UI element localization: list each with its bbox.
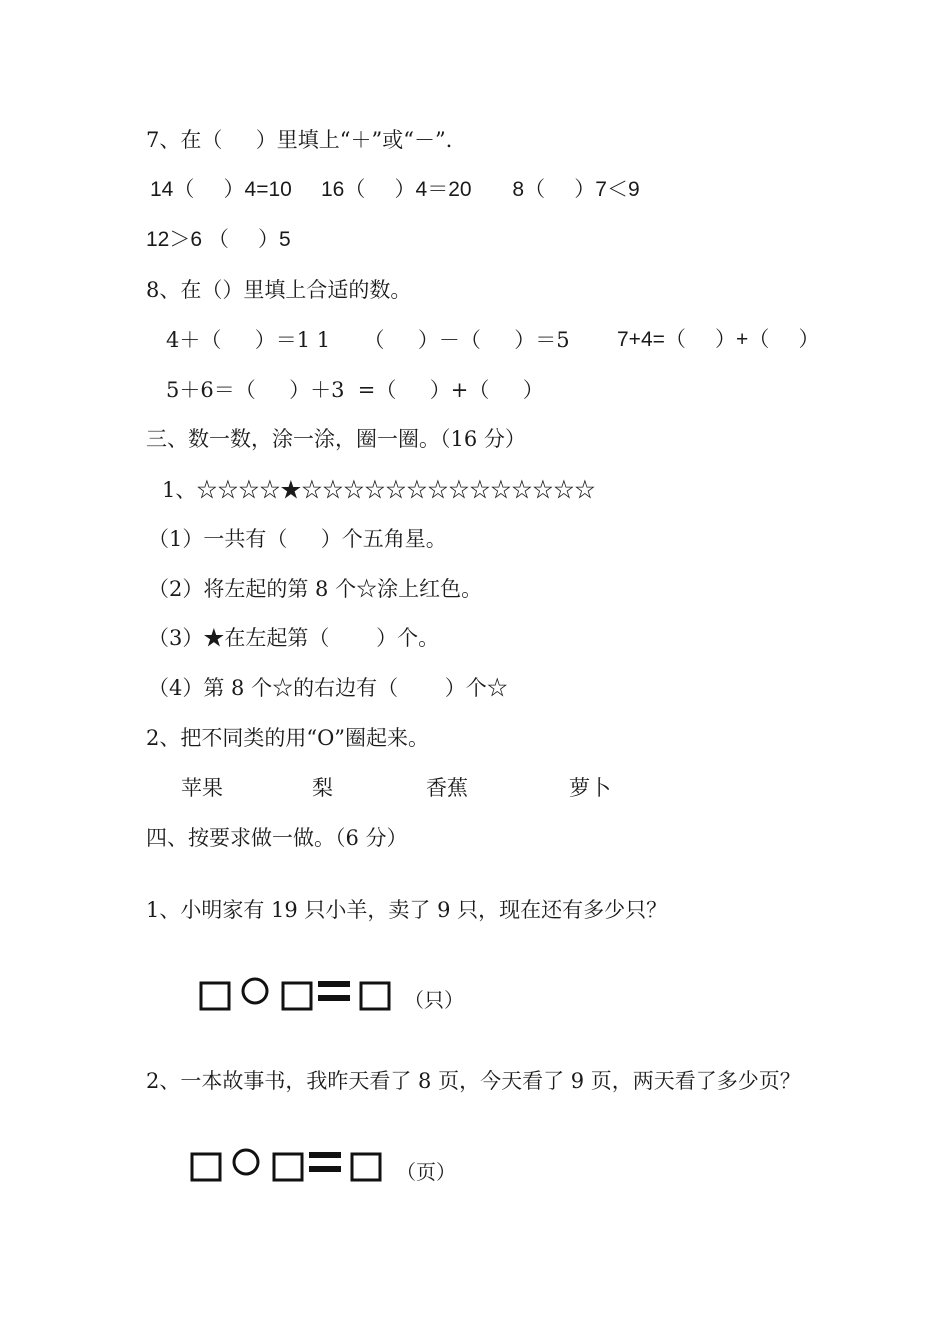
star-row: 1、☆☆☆☆★☆☆☆☆☆☆☆☆☆☆☆☆☆☆ [162, 478, 596, 502]
section3-title: 三、数一数，涂一涂，圈一圈。（16 分） [146, 427, 526, 451]
item-banana: 香蕉 [426, 776, 468, 800]
q8-row1a: 4＋（ ）＝1 1 （ ）－（ ）＝5 [166, 328, 570, 352]
q8-row1b: 7+4=（ ）+（ ） [617, 328, 820, 351]
item-apple: 苹果 [181, 776, 223, 800]
q8-title: 8、在（）里填上合适的数。 [146, 278, 412, 302]
answer-box [361, 983, 389, 1009]
sub-question-3: （3）★在左起第（ ）个。 [148, 626, 440, 650]
sub-question-1: （1）一共有（ ）个五角星。 [148, 527, 447, 551]
q7-row2: 12＞6 （ ）5 [146, 228, 291, 251]
equals-sign [318, 981, 350, 987]
q7-row1: 14（ ）4=10 16（ ）4＝20 8（ ）7＜9 [150, 178, 640, 201]
unit-label-1: （只） [404, 988, 464, 1012]
operator-circle [234, 1150, 258, 1174]
unit-label-2: （页） [396, 1160, 456, 1184]
q7-title: 7、在（ ）里填上“＋”或“－”. [146, 128, 453, 152]
equals-sign [309, 1152, 341, 1158]
problem-1: 1、小明家有 19 只小羊，卖了 9 只，现在还有多少只？ [146, 898, 668, 922]
q8-row2: 5＋6＝（ ）＋3 =（ ）+（ ） [166, 378, 544, 402]
q2-title: 2、把不同类的用“O”圈起来。 [146, 726, 430, 750]
operator-circle [243, 979, 267, 1003]
equation-template-1 [198, 975, 398, 1015]
equals-sign [309, 1166, 341, 1172]
sub-question-2: （2）将左起的第 8 个☆涂上红色。 [148, 577, 483, 601]
equation-template-2 [189, 1146, 389, 1186]
sub-question-4: （4）第 8 个☆的右边有（ ）个☆ [148, 676, 508, 700]
answer-box [352, 1154, 380, 1180]
section4-title: 四、按要求做一做。（6 分） [146, 826, 408, 850]
item-pear: 梨 [312, 776, 333, 800]
answer-box [274, 1154, 302, 1180]
answer-box [201, 983, 229, 1009]
answer-box [283, 983, 311, 1009]
problem-2: 2、一本故事书，我昨天看了 8 页，今天看了 9 页，两天看了多少页？ [146, 1069, 801, 1093]
equals-sign [318, 995, 350, 1001]
item-radish: 萝卜 [569, 776, 611, 800]
answer-box [192, 1154, 220, 1180]
